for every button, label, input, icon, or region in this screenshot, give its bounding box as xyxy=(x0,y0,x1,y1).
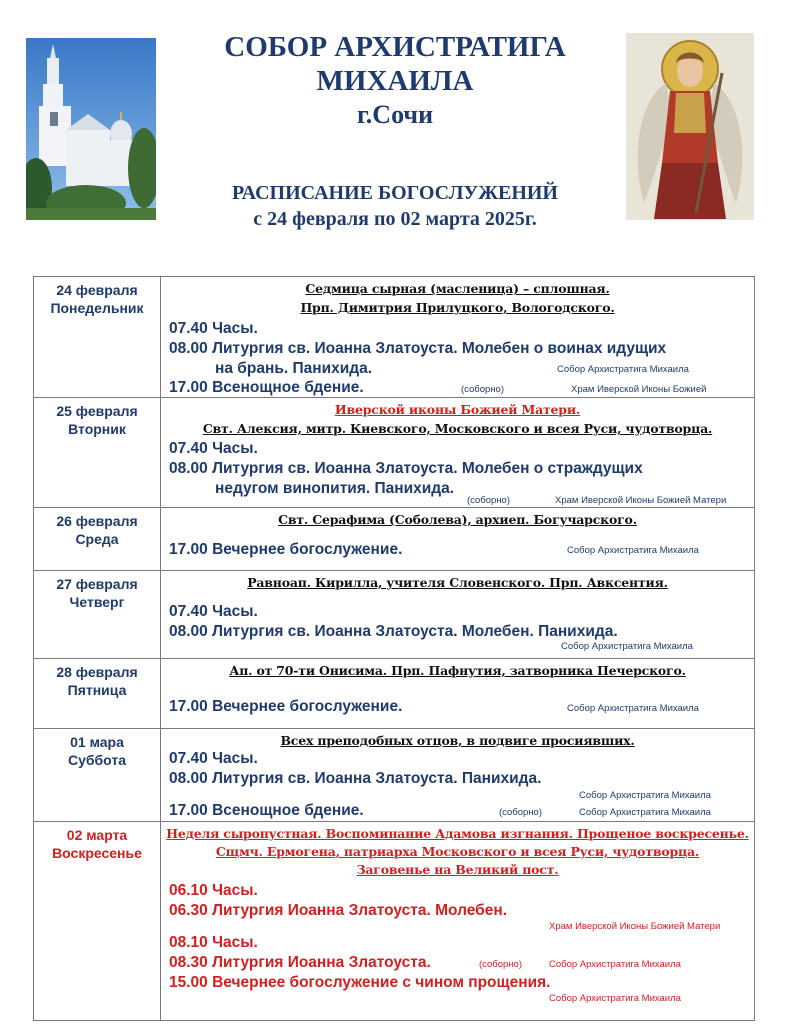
schedule-period: с 24 февраля по 02 марта 2025г. xyxy=(253,208,537,230)
feast-line: Равноап. Кирилла, учителя Словенского. Прп. Авксентия. xyxy=(247,575,668,590)
location-label: Храм Иверской Иконы Божией Матери xyxy=(555,495,727,506)
day-content xyxy=(161,277,754,397)
service-note: (соборно) xyxy=(467,495,511,506)
service-line: 08.00 Литургия св. Иоанна Златоуста. Молебен о воинах идущих xyxy=(169,340,667,357)
day-date-cell xyxy=(34,508,161,570)
location-label: Собор Архистратига Михаила xyxy=(579,807,711,818)
day-row xyxy=(34,822,754,1020)
feast-line: Сщмч. Ермогена, патриарха Московского и всея Руси, чудотворца. xyxy=(215,844,700,859)
day-date: 27 февраля xyxy=(56,576,138,592)
feast-line: Ап. от 70-ти Онисима. Прп. Пафнутия, затворника Печерского. xyxy=(229,663,686,678)
service-line: 06.10 Часы. xyxy=(169,882,258,899)
feast-line: Неделя сыропустная. Воспоминание Адамова изгнания. Прощеное воскресенье. xyxy=(166,826,749,841)
day-date-cell xyxy=(34,571,161,658)
cathedral-title xyxy=(160,30,630,132)
location-label: Храм Иверской Иконы Божией Матери xyxy=(549,921,721,932)
service-line: 08.00 Литургия св. Иоанна Златоуста. Панихида. xyxy=(169,770,542,787)
service-line: 07.40 Часы. xyxy=(169,320,258,337)
day-date: 24 февраля xyxy=(56,282,138,298)
day-content xyxy=(161,571,754,658)
day-weekday: Пятница xyxy=(67,682,127,698)
feast-line: Прп. Димитрия Прилуцкого, Вологодского. xyxy=(300,300,615,315)
location-label: Собор Архистратига Михаила xyxy=(579,790,711,801)
day-date-cell xyxy=(34,822,161,1020)
title-line-2: МИХАИЛА xyxy=(316,65,474,97)
day-weekday: Четверг xyxy=(69,594,125,610)
day-weekday: Среда xyxy=(75,531,119,547)
day-date-cell xyxy=(34,398,161,507)
day-date-cell xyxy=(34,729,161,821)
archangel-icon xyxy=(626,33,754,220)
location-label: Собор Архистратига Михаила xyxy=(567,703,699,714)
service-line: 07.40 Часы. xyxy=(169,440,258,457)
service-note: (соборно) xyxy=(461,384,505,395)
feast-line: Заговенье на Великий пост. xyxy=(356,862,559,877)
day-row xyxy=(34,729,754,822)
schedule-title: РАСПИСАНИЕ БОГОСЛУЖЕНИЙ xyxy=(232,182,558,204)
day-row xyxy=(34,571,754,659)
day-content xyxy=(161,822,754,1020)
feast-line: Свт. Алексия, митр. Киевского, Московского и всея Руси, чудотворца. xyxy=(202,421,713,436)
location-label: Храм Иверской Иконы Божией xyxy=(571,384,707,395)
location-label: Собор Архистратига Михаила xyxy=(567,545,699,556)
day-content xyxy=(161,508,754,570)
schedule-table xyxy=(33,276,755,1021)
service-line: на брань. Панихида. xyxy=(215,360,373,377)
day-date: 26 февраля xyxy=(56,513,138,529)
service-line: 17.00 Вечернее богослужение. xyxy=(169,698,403,715)
day-content xyxy=(161,659,754,728)
day-weekday: Вторник xyxy=(68,421,126,437)
service-line: 08.10 Часы. xyxy=(169,934,258,951)
service-line: 08.30 Литургия Иоанна Златоуста. xyxy=(169,954,431,971)
service-line: 07.40 Часы. xyxy=(169,603,258,620)
day-date-cell xyxy=(34,659,161,728)
location-label: Собор Архистратига Михаила xyxy=(549,993,681,1004)
day-row xyxy=(34,508,754,571)
day-date: 01 мара xyxy=(70,734,124,750)
service-line: 06.30 Литургия Иоанна Златоуста. Молебен. xyxy=(169,902,507,919)
day-weekday: Воскресенье xyxy=(52,845,142,861)
day-row xyxy=(34,398,754,508)
city-name: г.Сочи xyxy=(356,100,434,129)
cathedral-photo xyxy=(26,38,156,220)
service-line: недугом винопития. Панихида. xyxy=(215,480,455,497)
day-weekday: Суббота xyxy=(67,752,127,768)
location-label: Собор Архистратига Михаила xyxy=(549,959,681,970)
feast-line: Иверской иконы Божией Матери. xyxy=(334,402,581,417)
location-label: Собор Архистратига Михаила xyxy=(557,364,689,375)
service-line: 17.00 Вечернее богослужение. xyxy=(169,541,403,558)
day-date: 25 февраля xyxy=(56,403,138,419)
day-content xyxy=(161,398,754,507)
service-line: 08.00 Литургия св. Иоанна Златоуста. Молебен о страждущих xyxy=(169,460,643,477)
day-content xyxy=(161,729,754,821)
day-row xyxy=(34,277,754,398)
service-line: 07.40 Часы. xyxy=(169,750,258,767)
location-label: Собор Архистратига Михаила xyxy=(561,641,693,652)
day-weekday: Понедельник xyxy=(50,300,144,316)
schedule-heading xyxy=(160,180,630,232)
feast-line: Всех преподобных отцов, в подвиге просиявших. xyxy=(280,733,635,748)
service-note: (соборно) xyxy=(499,807,543,818)
feast-line: Свт. Серафима (Соболева), архиеп. Богучарского. xyxy=(278,512,637,527)
feast-line: Седмица сырная (масленица) – сплошная. xyxy=(305,281,610,296)
service-line: 15.00 Вечернее богослужение с чином прощения. xyxy=(169,974,551,991)
service-line: 17.00 Всенощное бдение. xyxy=(169,802,364,819)
service-note: (соборно) xyxy=(479,959,523,970)
day-date-cell xyxy=(34,277,161,397)
service-line: 17.00 Всенощное бдение. xyxy=(169,379,364,396)
service-line: 08.00 Литургия св. Иоанна Златоуста. Молебен. Панихида. xyxy=(169,623,618,640)
day-date: 28 февраля xyxy=(56,664,138,680)
day-date: 02 марта xyxy=(66,827,128,843)
title-line-1: СОБОР АРХИСТРАТИГА xyxy=(224,31,566,63)
day-row xyxy=(34,659,754,729)
